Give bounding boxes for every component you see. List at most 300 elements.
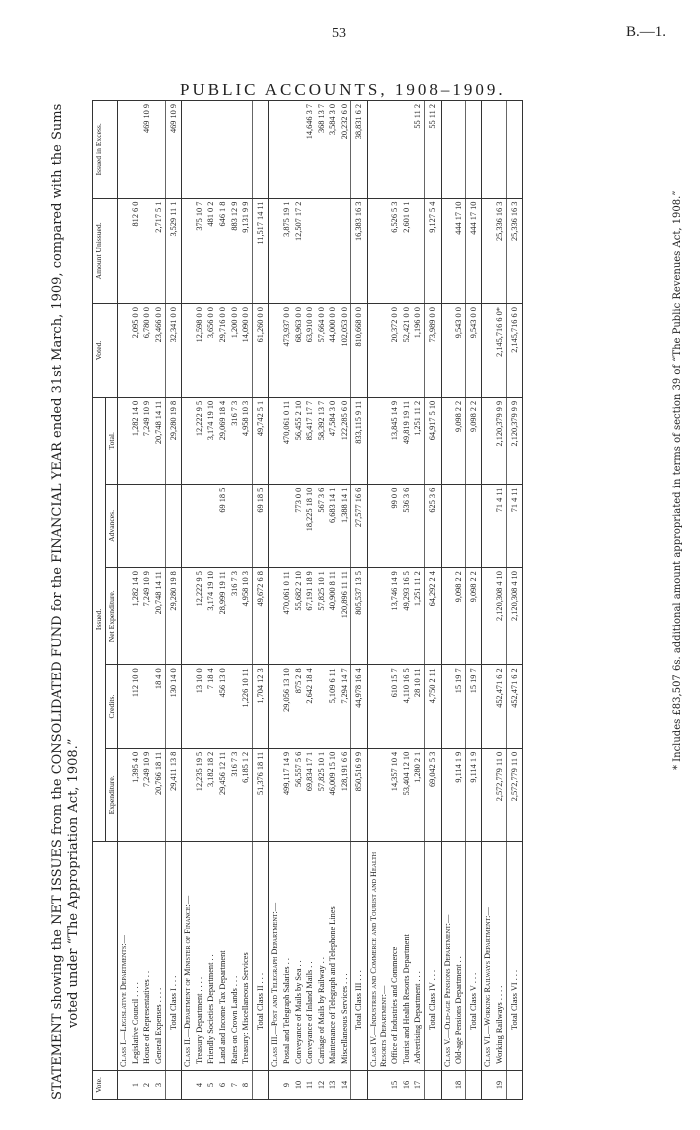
total-expenditure: 29,411 13 8 xyxy=(165,748,182,841)
cell-unissued: 2,601 0 1 xyxy=(401,198,413,304)
cell-net-expenditure: 3,174 19 10 xyxy=(205,568,217,665)
cell-unissued xyxy=(304,198,316,304)
cell-expenditure: 499,117 14 9 xyxy=(281,748,293,841)
cell-net-expenditure: 55,682 2 10 xyxy=(293,568,305,665)
statement-subheading: voted under “The Appropriation Act, 1908.” xyxy=(66,738,81,1028)
cell-net-expenditure: 4,958 10 3 xyxy=(240,568,252,665)
cell-voted: 63,910 0 0 xyxy=(304,304,316,398)
table-row xyxy=(281,101,293,1100)
table-row xyxy=(217,101,229,1100)
total-unissued: 16,383 16 3 xyxy=(351,198,368,304)
total-credits: 1,704 12 3 xyxy=(252,665,269,748)
cell-unissued xyxy=(141,198,153,304)
cell-advances: 71 4 11 xyxy=(494,484,506,567)
total-excess xyxy=(252,101,269,199)
cell-credits: 2,642 18 4 xyxy=(304,665,316,748)
vote-number: 4 xyxy=(194,1071,206,1100)
class-total-row xyxy=(465,101,482,1100)
total-net-expenditure: 9,098 2 2 xyxy=(465,568,482,665)
cell-total: 1,251 11 2 xyxy=(412,397,424,484)
cell-total: 2,120,379 9 9 xyxy=(494,397,506,484)
cell-advances xyxy=(412,484,424,567)
cell-unissued: 812 6 0 xyxy=(130,198,142,304)
cell-total: 58,392 13 7 xyxy=(316,397,328,484)
class-total-label: Total Class V . . . xyxy=(465,842,482,1071)
table-row xyxy=(240,101,252,1100)
class-title-row xyxy=(482,101,494,1100)
cell-excess: 368 13 7 xyxy=(316,101,328,199)
col-total: Total. xyxy=(105,397,118,484)
class-total-label: Total Class I . . . xyxy=(165,842,182,1071)
cell-total: 470,061 0 11 xyxy=(281,397,293,484)
vote-number: 7 xyxy=(229,1071,241,1100)
cell-voted: 29,716 0 0 xyxy=(217,304,229,398)
table-body xyxy=(118,101,523,1100)
total-unissued: 3,529 11 1 xyxy=(165,198,182,304)
cell-excess: 55 11 2 xyxy=(412,101,424,199)
vote-description: General Expenses . . . . xyxy=(153,842,165,1071)
table-row xyxy=(412,101,424,1100)
cell-excess: 3,584 3 0 xyxy=(327,101,339,199)
cell-unissued: 25,336 16 3 xyxy=(494,198,506,304)
vote-number: 1 xyxy=(130,1071,142,1100)
cell-credits: 18 4 0 xyxy=(153,665,165,748)
cell-total: 122,285 6 0 xyxy=(339,397,351,484)
cell-total: 49,819 19 11 xyxy=(401,397,413,484)
cell-unissued xyxy=(412,198,424,304)
page-number: 53 xyxy=(332,26,346,41)
cell-expenditure: 12,235 19 5 xyxy=(194,748,206,841)
cell-expenditure: 1,395 4 0 xyxy=(130,748,142,841)
total-unissued: 11,517 14 11 xyxy=(252,198,269,304)
cell-total: 3,174 19 10 xyxy=(205,397,217,484)
cell-excess: 469 10 9 xyxy=(141,101,153,199)
vote-description: Advertising Department . . . xyxy=(412,842,424,1071)
cell-unissued: 375 10 7 xyxy=(194,198,206,304)
cell-expenditure: 53,404 12 10 xyxy=(401,748,413,841)
cell-expenditure: 9,114 1 9 xyxy=(453,748,465,841)
cell-net-expenditure: 2,120,308 4 10 xyxy=(494,568,506,665)
cell-advances xyxy=(153,484,165,567)
statement-heading: STATEMENT showing the NET ISSUES from the CONSOLIDATED FUND for the FINANCIAL YEAR ended 31st March, 1909, compared with the Sums xyxy=(50,103,65,1100)
cell-credits: 112 10 0 xyxy=(130,665,142,748)
cell-excess: 20,232 6 0 xyxy=(339,101,351,199)
cell-excess xyxy=(401,101,413,199)
cell-voted: 68,963 0 0 xyxy=(293,304,305,398)
cell-total: 56,455 2 10 xyxy=(293,397,305,484)
cell-expenditure: 57,825 10 1 xyxy=(316,748,328,841)
total-voted: 32,341 0 0 xyxy=(165,304,182,398)
total-net-expenditure: 29,280 19 8 xyxy=(165,568,182,665)
cell-net-expenditure: 28,999 19 11 xyxy=(217,568,229,665)
cell-credits: 452,471 6 2 xyxy=(494,665,506,748)
total-expenditure: 69,042 5 3 xyxy=(425,748,442,841)
cell-total: 20,748 14 11 xyxy=(153,397,165,484)
vote-number: 5 xyxy=(205,1071,217,1100)
cell-net-expenditure: 40,900 8 11 xyxy=(327,568,339,665)
table-row xyxy=(293,101,305,1100)
class-total-label: Total Class IV . . . xyxy=(425,842,442,1071)
table-row xyxy=(205,101,217,1100)
total-credits: 452,471 6 2 xyxy=(506,665,523,748)
cell-voted: 44,000 0 0 xyxy=(327,304,339,398)
cell-unissued: 2,717 5 1 xyxy=(153,198,165,304)
cell-unissued: 3,875 19 1 xyxy=(281,198,293,304)
cell-voted: 20,372 0 0 xyxy=(389,304,401,398)
cell-credits: 29,056 13 10 xyxy=(281,665,293,748)
class-title-row xyxy=(269,101,281,1100)
table-row xyxy=(153,101,165,1100)
cell-unissued xyxy=(339,198,351,304)
col-description xyxy=(93,842,118,1071)
table-row xyxy=(141,101,153,1100)
vote-description: Rates on Crown Lands . . . xyxy=(229,842,241,1071)
cell-credits: 875 2 8 xyxy=(293,665,305,748)
total-excess: 469 10 9 xyxy=(165,101,182,199)
total-voted: 810,668 0 0 xyxy=(351,304,368,398)
cell-expenditure: 3,182 18 2 xyxy=(205,748,217,841)
total-total: 9,098 2 2 xyxy=(465,397,482,484)
total-excess: 38,831 6 2 xyxy=(351,101,368,199)
cell-credits: 7,294 14 7 xyxy=(339,665,351,748)
col-issued: Issued. xyxy=(93,397,106,841)
table-row xyxy=(339,101,351,1100)
cell-expenditure: 14,357 10 4 xyxy=(389,748,401,841)
cell-net-expenditure: 1,251 11 2 xyxy=(412,568,424,665)
rotated-statement xyxy=(50,100,700,1100)
total-voted: 9,543 0 0 xyxy=(465,304,482,398)
cell-advances: 6,683 14 1 xyxy=(327,484,339,567)
table-row xyxy=(389,101,401,1100)
table-row xyxy=(229,101,241,1100)
cell-expenditure: 1,280 2 1 xyxy=(412,748,424,841)
total-total: 833,115 9 11 xyxy=(351,397,368,484)
cell-credits xyxy=(141,665,153,748)
total-net-expenditure: 49,672 6 8 xyxy=(252,568,269,665)
vote-number: 14 xyxy=(339,1071,351,1100)
cell-unissued xyxy=(316,198,328,304)
cell-credits: 15 19 7 xyxy=(453,665,465,748)
cell-unissued: 9,131 9 9 xyxy=(240,198,252,304)
table-row xyxy=(130,101,142,1100)
cell-unissued: 12,507 17 2 xyxy=(293,198,305,304)
vote-description: House of Representatives . . xyxy=(141,842,153,1071)
cell-credits: 610 15 7 xyxy=(389,665,401,748)
cell-net-expenditure: 13,746 14 9 xyxy=(389,568,401,665)
vote-number: 6 xyxy=(217,1071,229,1100)
cell-total: 1,282 14 0 xyxy=(130,397,142,484)
cell-excess xyxy=(153,101,165,199)
cell-expenditure: 56,557 5 6 xyxy=(293,748,305,841)
table-row xyxy=(494,101,506,1100)
cell-voted: 52,421 0 0 xyxy=(401,304,413,398)
cell-voted: 23,466 0 0 xyxy=(153,304,165,398)
class-title: Class I.—Legislative Departments:— xyxy=(118,842,130,1071)
document-reference: B.—1. xyxy=(626,24,667,40)
cell-excess: 14,646 3 7 xyxy=(304,101,316,199)
vote-number: 2 xyxy=(141,1071,153,1100)
cell-total: 13,845 14 9 xyxy=(389,397,401,484)
cell-unissued: 481 0 2 xyxy=(205,198,217,304)
cell-total: 4,958 10 3 xyxy=(240,397,252,484)
class-total-label: Total Class III . . . xyxy=(351,842,368,1071)
total-unissued: 9,127 5 4 xyxy=(425,198,442,304)
cell-net-expenditure: 470,061 0 11 xyxy=(281,568,293,665)
vote-number: 12 xyxy=(316,1071,328,1100)
cell-net-expenditure: 57,825 10 1 xyxy=(316,568,328,665)
total-expenditure: 51,376 18 11 xyxy=(252,748,269,841)
cell-advances: 18,225 18 10 xyxy=(304,484,316,567)
cell-advances: 1,388 14 1 xyxy=(339,484,351,567)
vote-number: 13 xyxy=(327,1071,339,1100)
class-title-row xyxy=(368,101,390,1100)
vote-description: Treasury: Miscellaneous Services xyxy=(240,842,252,1071)
vote-number: 3 xyxy=(153,1071,165,1100)
total-expenditure: 850,516 9 9 xyxy=(351,748,368,841)
cell-credits: 456 13 0 xyxy=(217,665,229,748)
cell-unissued xyxy=(327,198,339,304)
cell-advances xyxy=(130,484,142,567)
cell-credits: 1,226 10 11 xyxy=(240,665,252,748)
vote-description: Carriage of Mails by Railway . . xyxy=(316,842,328,1071)
vote-number: 18 xyxy=(453,1071,465,1100)
cell-voted: 6,780 0 0 xyxy=(141,304,153,398)
cell-excess xyxy=(205,101,217,199)
cell-excess xyxy=(281,101,293,199)
cell-voted: 2,145,716 6 0* xyxy=(494,304,506,398)
cell-voted: 102,053 0 0 xyxy=(339,304,351,398)
vote-description: Treasury Department . . . . xyxy=(194,842,206,1071)
cell-excess xyxy=(217,101,229,199)
total-unissued: 25,336 16 3 xyxy=(506,198,523,304)
table-row xyxy=(327,101,339,1100)
class-title: Class V.—Old-age Pensions Department:— xyxy=(441,842,453,1071)
class-title: Class II.—Department of Minister of Finance:— xyxy=(182,842,194,1071)
col-excess: Issued in Excess. xyxy=(93,101,118,199)
class-title-row xyxy=(182,101,194,1100)
vote-description: Tourist and Health Resorts Department xyxy=(401,842,413,1071)
cell-expenditure: 6,185 1 2 xyxy=(240,748,252,841)
vote-description: Miscellaneous Services . . . xyxy=(339,842,351,1071)
cell-advances: 567 3 6 xyxy=(316,484,328,567)
total-total: 29,280 19 8 xyxy=(165,397,182,484)
vote-number: 15 xyxy=(389,1071,401,1100)
vote-description: Friendly Societies Department . . xyxy=(205,842,217,1071)
col-net-expenditure: Net Expenditure. xyxy=(105,568,118,665)
vote-description: Old-age Pensions Department . . xyxy=(453,842,465,1071)
cell-advances: 69 18 5 xyxy=(217,484,229,567)
total-credits: 4,750 2 11 xyxy=(425,665,442,748)
vote-number: 10 xyxy=(293,1071,305,1100)
cell-voted: 14,090 0 0 xyxy=(240,304,252,398)
cell-voted: 1,200 0 0 xyxy=(229,304,241,398)
col-unissued: Amount Unissued. xyxy=(93,198,118,304)
total-voted: 61,260 0 0 xyxy=(252,304,269,398)
cell-advances xyxy=(194,484,206,567)
class-total-row xyxy=(506,101,523,1100)
vote-description: Working Railways . . . . xyxy=(494,842,506,1071)
class-title: Class III.—Post and Telegraph Department:— xyxy=(269,842,281,1071)
col-advances: Advances. xyxy=(105,484,118,567)
class-title: Class VI.—Working Railways Department:— xyxy=(482,842,494,1071)
class-total-row xyxy=(425,101,442,1100)
total-total: 64,917 5 10 xyxy=(425,397,442,484)
col-vote: Vote. xyxy=(93,1071,118,1100)
cell-expenditure: 7,249 10 9 xyxy=(141,748,153,841)
table-row xyxy=(401,101,413,1100)
total-net-expenditure: 805,537 13 5 xyxy=(351,568,368,665)
class-total-label: Total Class VI . . . xyxy=(506,842,523,1071)
class-total-row xyxy=(351,101,368,1100)
total-advances xyxy=(165,484,182,567)
vote-description: Office of Industries and Commerce xyxy=(389,842,401,1071)
appropriation-table xyxy=(92,100,523,1100)
cell-unissued: 444 17 10 xyxy=(453,198,465,304)
table-row xyxy=(304,101,316,1100)
cell-voted: 9,543 0 0 xyxy=(453,304,465,398)
total-advances: 71 4 11 xyxy=(506,484,523,567)
cell-credits: 5,109 6 11 xyxy=(327,665,339,748)
vote-number: 19 xyxy=(494,1071,506,1100)
vote-number: 11 xyxy=(304,1071,316,1100)
total-credits: 44,978 16 4 xyxy=(351,665,368,748)
total-excess: 55 11 2 xyxy=(425,101,442,199)
total-voted: 73,989 0 0 xyxy=(425,304,442,398)
total-voted: 2,145,716 6 0 xyxy=(506,304,523,398)
cell-total: 316 7 3 xyxy=(229,397,241,484)
cell-advances xyxy=(453,484,465,567)
class-title-row xyxy=(118,101,130,1100)
cell-expenditure: 316 7 3 xyxy=(229,748,241,841)
cell-voted: 2,095 0 0 xyxy=(130,304,142,398)
cell-excess xyxy=(453,101,465,199)
vote-description: Postal and Telegraph Salaries . . xyxy=(281,842,293,1071)
cell-excess xyxy=(130,101,142,199)
cell-voted: 12,598 0 0 xyxy=(194,304,206,398)
cell-credits: 4,110 16 5 xyxy=(401,665,413,748)
class-total-row xyxy=(252,101,269,1100)
vote-number: 17 xyxy=(412,1071,424,1100)
table-row xyxy=(316,101,328,1100)
cell-net-expenditure: 9,098 2 2 xyxy=(453,568,465,665)
total-advances xyxy=(465,484,482,567)
cell-net-expenditure: 49,293 16 5 xyxy=(401,568,413,665)
cell-advances xyxy=(205,484,217,567)
cell-total: 9,098 2 2 xyxy=(453,397,465,484)
total-credits: 130 14 0 xyxy=(165,665,182,748)
vote-description: Land and Income Tax Department xyxy=(217,842,229,1071)
total-net-expenditure: 64,292 2 4 xyxy=(425,568,442,665)
cell-net-expenditure: 316 7 3 xyxy=(229,568,241,665)
total-excess xyxy=(506,101,523,199)
vote-number: 8 xyxy=(240,1071,252,1100)
cell-net-expenditure: 67,191 18 9 xyxy=(304,568,316,665)
cell-expenditure: 29,456 12 11 xyxy=(217,748,229,841)
cell-voted: 473,937 0 0 xyxy=(281,304,293,398)
cell-excess xyxy=(293,101,305,199)
cell-voted: 3,656 0 0 xyxy=(205,304,217,398)
cell-credits xyxy=(316,665,328,748)
cell-net-expenditure: 20,748 14 11 xyxy=(153,568,165,665)
cell-total: 29,069 18 4 xyxy=(217,397,229,484)
class-title: Class IV.—Industries and Commerce and Tourist and Health Resorts Department:— xyxy=(368,842,390,1071)
cell-advances xyxy=(229,484,241,567)
cell-excess xyxy=(229,101,241,199)
cell-unissued: 646 1 8 xyxy=(217,198,229,304)
cell-expenditure: 128,191 6 6 xyxy=(339,748,351,841)
cell-net-expenditure: 120,896 11 11 xyxy=(339,568,351,665)
total-advances: 625 3 6 xyxy=(425,484,442,567)
cell-credits: 28 10 11 xyxy=(412,665,424,748)
page-title: PUBLIC ACCOUNTS, 1908–1909. xyxy=(180,80,506,99)
cell-total: 7,249 10 9 xyxy=(141,397,153,484)
table-row xyxy=(194,101,206,1100)
col-voted: Voted. xyxy=(93,304,118,398)
cell-expenditure: 69,834 17 1 xyxy=(304,748,316,841)
cell-credits xyxy=(229,665,241,748)
class-total-row xyxy=(165,101,182,1100)
cell-net-expenditure: 1,282 14 0 xyxy=(130,568,142,665)
cell-expenditure: 2,572,779 11 0 xyxy=(494,748,506,841)
total-expenditure: 2,572,779 11 0 xyxy=(506,748,523,841)
cell-excess xyxy=(194,101,206,199)
total-credits: 15 19 7 xyxy=(465,665,482,748)
class-total-label: Total Class II . . . xyxy=(252,842,269,1071)
cell-net-expenditure: 12,222 9 5 xyxy=(194,568,206,665)
class-title-row xyxy=(441,101,453,1100)
cell-total: 47,584 3 0 xyxy=(327,397,339,484)
vote-description: Conveyance of Inland Mails . . xyxy=(304,842,316,1071)
total-net-expenditure: 2,120,308 4 10 xyxy=(506,568,523,665)
cell-advances xyxy=(281,484,293,567)
col-credits: Credits. xyxy=(105,665,118,748)
cell-advances: 99 0 0 xyxy=(389,484,401,567)
cell-total: 85,417 17 7 xyxy=(304,397,316,484)
total-advances: 69 18 5 xyxy=(252,484,269,567)
cell-advances: 536 3 6 xyxy=(401,484,413,567)
cell-credits: 13 10 0 xyxy=(194,665,206,748)
table-row xyxy=(453,101,465,1100)
cell-expenditure: 20,766 18 11 xyxy=(153,748,165,841)
total-total: 2,120,379 9 9 xyxy=(506,397,523,484)
cell-voted: 1,196 0 0 xyxy=(412,304,424,398)
cell-net-expenditure: 7,249 10 9 xyxy=(141,568,153,665)
vote-description: Maintenance of Telegraph and Telephone Lines xyxy=(327,842,339,1071)
footnote: * Includes £83,507 6s. additional amount appropriated in terms of section 39 of “The Public Revenues Act, 1908.” xyxy=(672,190,683,770)
cell-advances xyxy=(240,484,252,567)
total-advances: 27,577 16 6 xyxy=(351,484,368,567)
total-excess xyxy=(465,101,482,199)
total-expenditure: 9,114 1 9 xyxy=(465,748,482,841)
vote-number: 9 xyxy=(281,1071,293,1100)
cell-unissued: 6,526 5 3 xyxy=(389,198,401,304)
col-expenditure: Expenditure. xyxy=(105,748,118,841)
vote-description: Legislative Council . . . . xyxy=(130,842,142,1071)
cell-total: 12,222 9 5 xyxy=(194,397,206,484)
cell-excess xyxy=(494,101,506,199)
cell-excess xyxy=(240,101,252,199)
cell-credits: 7 18 4 xyxy=(205,665,217,748)
cell-unissued: 883 12 9 xyxy=(229,198,241,304)
vote-number: 16 xyxy=(401,1071,413,1100)
cell-advances xyxy=(141,484,153,567)
cell-advances: 773 0 0 xyxy=(293,484,305,567)
cell-excess xyxy=(389,101,401,199)
cell-expenditure: 46,009 15 10 xyxy=(327,748,339,841)
total-unissued: 444 17 10 xyxy=(465,198,482,304)
vote-description: Conveyance of Mails by Sea . . xyxy=(293,842,305,1071)
cell-voted: 57,664 0 0 xyxy=(316,304,328,398)
